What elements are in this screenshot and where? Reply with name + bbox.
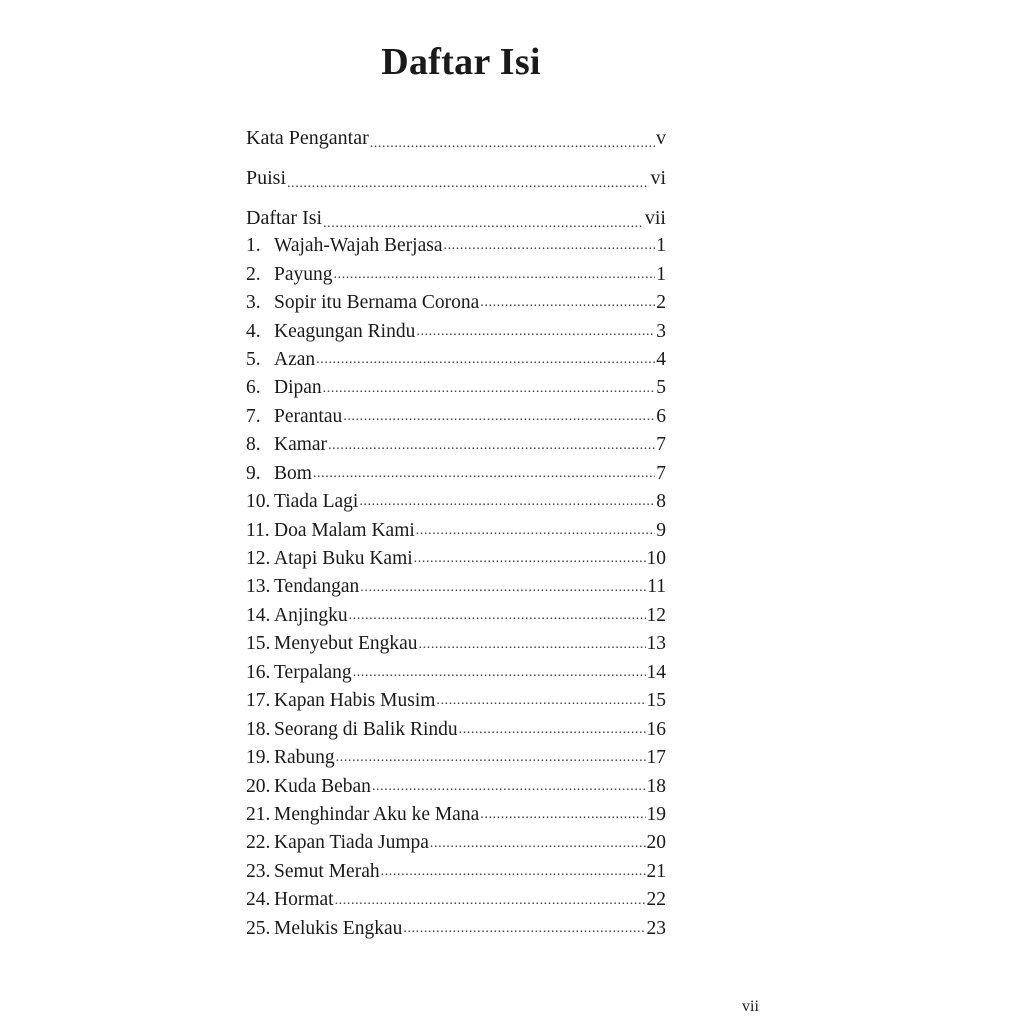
entry-page-number: 6: [656, 405, 666, 427]
entry-page-number: 18: [646, 775, 666, 797]
dot-leader: [353, 665, 646, 687]
entry-title: Rabung: [274, 747, 335, 769]
toc-entry: [246, 886, 666, 914]
entry-title: Kata Pengantar: [246, 126, 369, 149]
entry-number: 5.: [246, 348, 261, 370]
toc-entry: [246, 403, 666, 431]
entry-number: 20.: [246, 775, 271, 797]
entry-page-number: 15: [646, 690, 666, 712]
entry-page-number: 22: [646, 889, 666, 911]
entry-title: Hormat: [274, 889, 334, 911]
entry-page-number: 9: [656, 519, 666, 541]
entry-page-number: 12: [646, 604, 666, 626]
toc-entry: [246, 232, 666, 260]
entry-page-number: v: [656, 126, 666, 149]
entry-number: 3.: [246, 292, 261, 314]
entry-title: Azan: [274, 348, 316, 370]
toc-entry: [246, 516, 666, 544]
toc-entry: [246, 573, 666, 601]
entry-number: 13.: [246, 576, 271, 598]
entry-number: 6.: [246, 377, 261, 399]
entry-title: Tiada Lagi: [274, 491, 359, 513]
dot-leader: [480, 807, 645, 829]
dot-leader: [443, 238, 655, 260]
toc-entry: [246, 772, 666, 800]
entry-title: Anjingku: [274, 604, 348, 626]
toc-entry: [246, 431, 666, 459]
dot-leader: [336, 750, 646, 772]
toc-entry: [246, 260, 666, 288]
toc-entry: [246, 659, 666, 687]
entry-page-number: 3: [656, 320, 666, 342]
entry-title: Daftar Isi: [246, 206, 323, 229]
entry-page-number: 13: [646, 633, 666, 655]
toc-entry: [246, 289, 666, 317]
entry-page-number: 19: [646, 803, 666, 825]
dot-leader: [323, 381, 656, 403]
entry-page-number: 1: [656, 263, 666, 285]
dot-leader: [328, 438, 655, 460]
entry-page-number: 10: [646, 548, 666, 570]
dot-leader: [335, 893, 646, 915]
toc-entry: [246, 858, 666, 886]
page-title: Daftar Isi: [381, 41, 541, 84]
dot-leader: [414, 551, 646, 573]
dot-leader: [349, 608, 646, 630]
dot-leader: [430, 836, 646, 858]
entry-number: 18.: [246, 718, 271, 740]
entry-title: Wajah-Wajah Berjasa: [274, 235, 443, 257]
toc-entry: [246, 915, 666, 943]
entry-title: Tendangan: [274, 576, 360, 598]
entry-title: Seorang di Balik Rindu: [274, 718, 458, 740]
entry-title: Kamar: [274, 434, 328, 456]
toc-entry: [246, 602, 666, 630]
dot-leader: [343, 409, 655, 431]
entry-number: 1.: [246, 235, 261, 257]
toc-entry: [246, 460, 666, 488]
entry-number: 17.: [246, 690, 271, 712]
dot-leader: [360, 580, 646, 602]
entry-number: 24.: [246, 889, 271, 911]
entry-number: 4.: [246, 320, 261, 342]
dot-leader: [419, 637, 646, 659]
toc-entry: [246, 488, 666, 516]
entry-title: Kapan Habis Musim: [274, 690, 436, 712]
entry-number: 10.: [246, 491, 271, 513]
entry-page-number: 2: [656, 292, 666, 314]
entry-number: 2.: [246, 263, 261, 285]
dot-leader: [313, 466, 655, 488]
toc-entry: [246, 801, 666, 829]
table-of-contents: [246, 232, 666, 943]
dot-leader: [370, 136, 655, 158]
entry-title: Sopir itu Bernama Corona: [274, 292, 480, 314]
toc-entry: [246, 545, 666, 573]
front-matter-list: [246, 118, 666, 238]
entry-page-number: 8: [656, 491, 666, 513]
entry-title: Perantau: [274, 405, 343, 427]
entry-title: Keagungan Rindu: [274, 320, 416, 342]
dot-leader: [416, 523, 655, 545]
entry-number: 15.: [246, 633, 271, 655]
entry-page-number: vi: [650, 166, 666, 189]
toc-entry: [246, 374, 666, 402]
entry-page-number: 20: [646, 832, 666, 854]
entry-page-number: 5: [656, 377, 666, 399]
entry-number: 12.: [246, 548, 271, 570]
entry-page-number: 4: [656, 348, 666, 370]
dot-leader: [403, 921, 645, 943]
entry-title: Dipan: [274, 377, 322, 399]
toc-entry: [246, 687, 666, 715]
entry-number: 25.: [246, 917, 271, 939]
entry-page-number: 1: [656, 235, 666, 257]
toc-entry: [246, 829, 666, 857]
entry-title: Atapi Buku Kami: [274, 548, 413, 570]
entry-number: 8.: [246, 434, 261, 456]
toc-entry: [246, 744, 666, 772]
entry-number: 22.: [246, 832, 271, 854]
entry-number: 23.: [246, 860, 271, 882]
toc-entry: [246, 715, 666, 743]
entry-title: Semut Merah: [274, 860, 380, 882]
entry-number: 14.: [246, 604, 271, 626]
entry-title: Puisi: [246, 166, 287, 189]
entry-page-number: 21: [646, 860, 666, 882]
toc-entry: [246, 346, 666, 374]
entry-number: 16.: [246, 661, 271, 683]
toc-front-matter-entry: [246, 158, 666, 198]
dot-leader: [436, 693, 645, 715]
entry-page-number: vii: [644, 206, 666, 229]
entry-title: Terpalang: [274, 661, 352, 683]
entry-number: 7.: [246, 405, 261, 427]
entry-page-number: 16: [646, 718, 666, 740]
entry-page-number: 23: [646, 917, 666, 939]
dot-leader: [480, 295, 655, 317]
dot-leader: [372, 779, 646, 801]
dot-leader: [316, 352, 655, 374]
entry-page-number: 7: [656, 434, 666, 456]
entry-page-number: 7: [656, 462, 666, 484]
entry-page-number: 14: [646, 661, 666, 683]
entry-number: 19.: [246, 747, 271, 769]
entry-title: Bom: [274, 462, 312, 484]
entry-title: Melukis Engkau: [274, 917, 403, 939]
toc-front-matter-entry: [246, 118, 666, 158]
entry-title: Menyebut Engkau: [274, 633, 418, 655]
entry-number: 11.: [246, 519, 270, 541]
entry-number: 9.: [246, 462, 261, 484]
page-number: vii: [742, 998, 759, 1015]
entry-title: Kuda Beban: [274, 775, 371, 797]
entry-title: Kapan Tiada Jumpa: [274, 832, 429, 854]
toc-entry: [246, 630, 666, 658]
dot-leader: [381, 864, 646, 886]
dot-leader: [287, 176, 649, 198]
entry-title: Payung: [274, 263, 333, 285]
dot-leader: [459, 722, 646, 744]
entry-page-number: 11: [647, 576, 666, 598]
entry-number: 21.: [246, 803, 271, 825]
entry-title: Doa Malam Kami: [274, 519, 415, 541]
entry-page-number: 17: [646, 747, 666, 769]
toc-entry: [246, 317, 666, 345]
entry-title: Menghindar Aku ke Mana: [274, 803, 480, 825]
dot-leader: [359, 494, 655, 516]
dot-leader: [334, 267, 656, 289]
dot-leader: [416, 324, 655, 346]
